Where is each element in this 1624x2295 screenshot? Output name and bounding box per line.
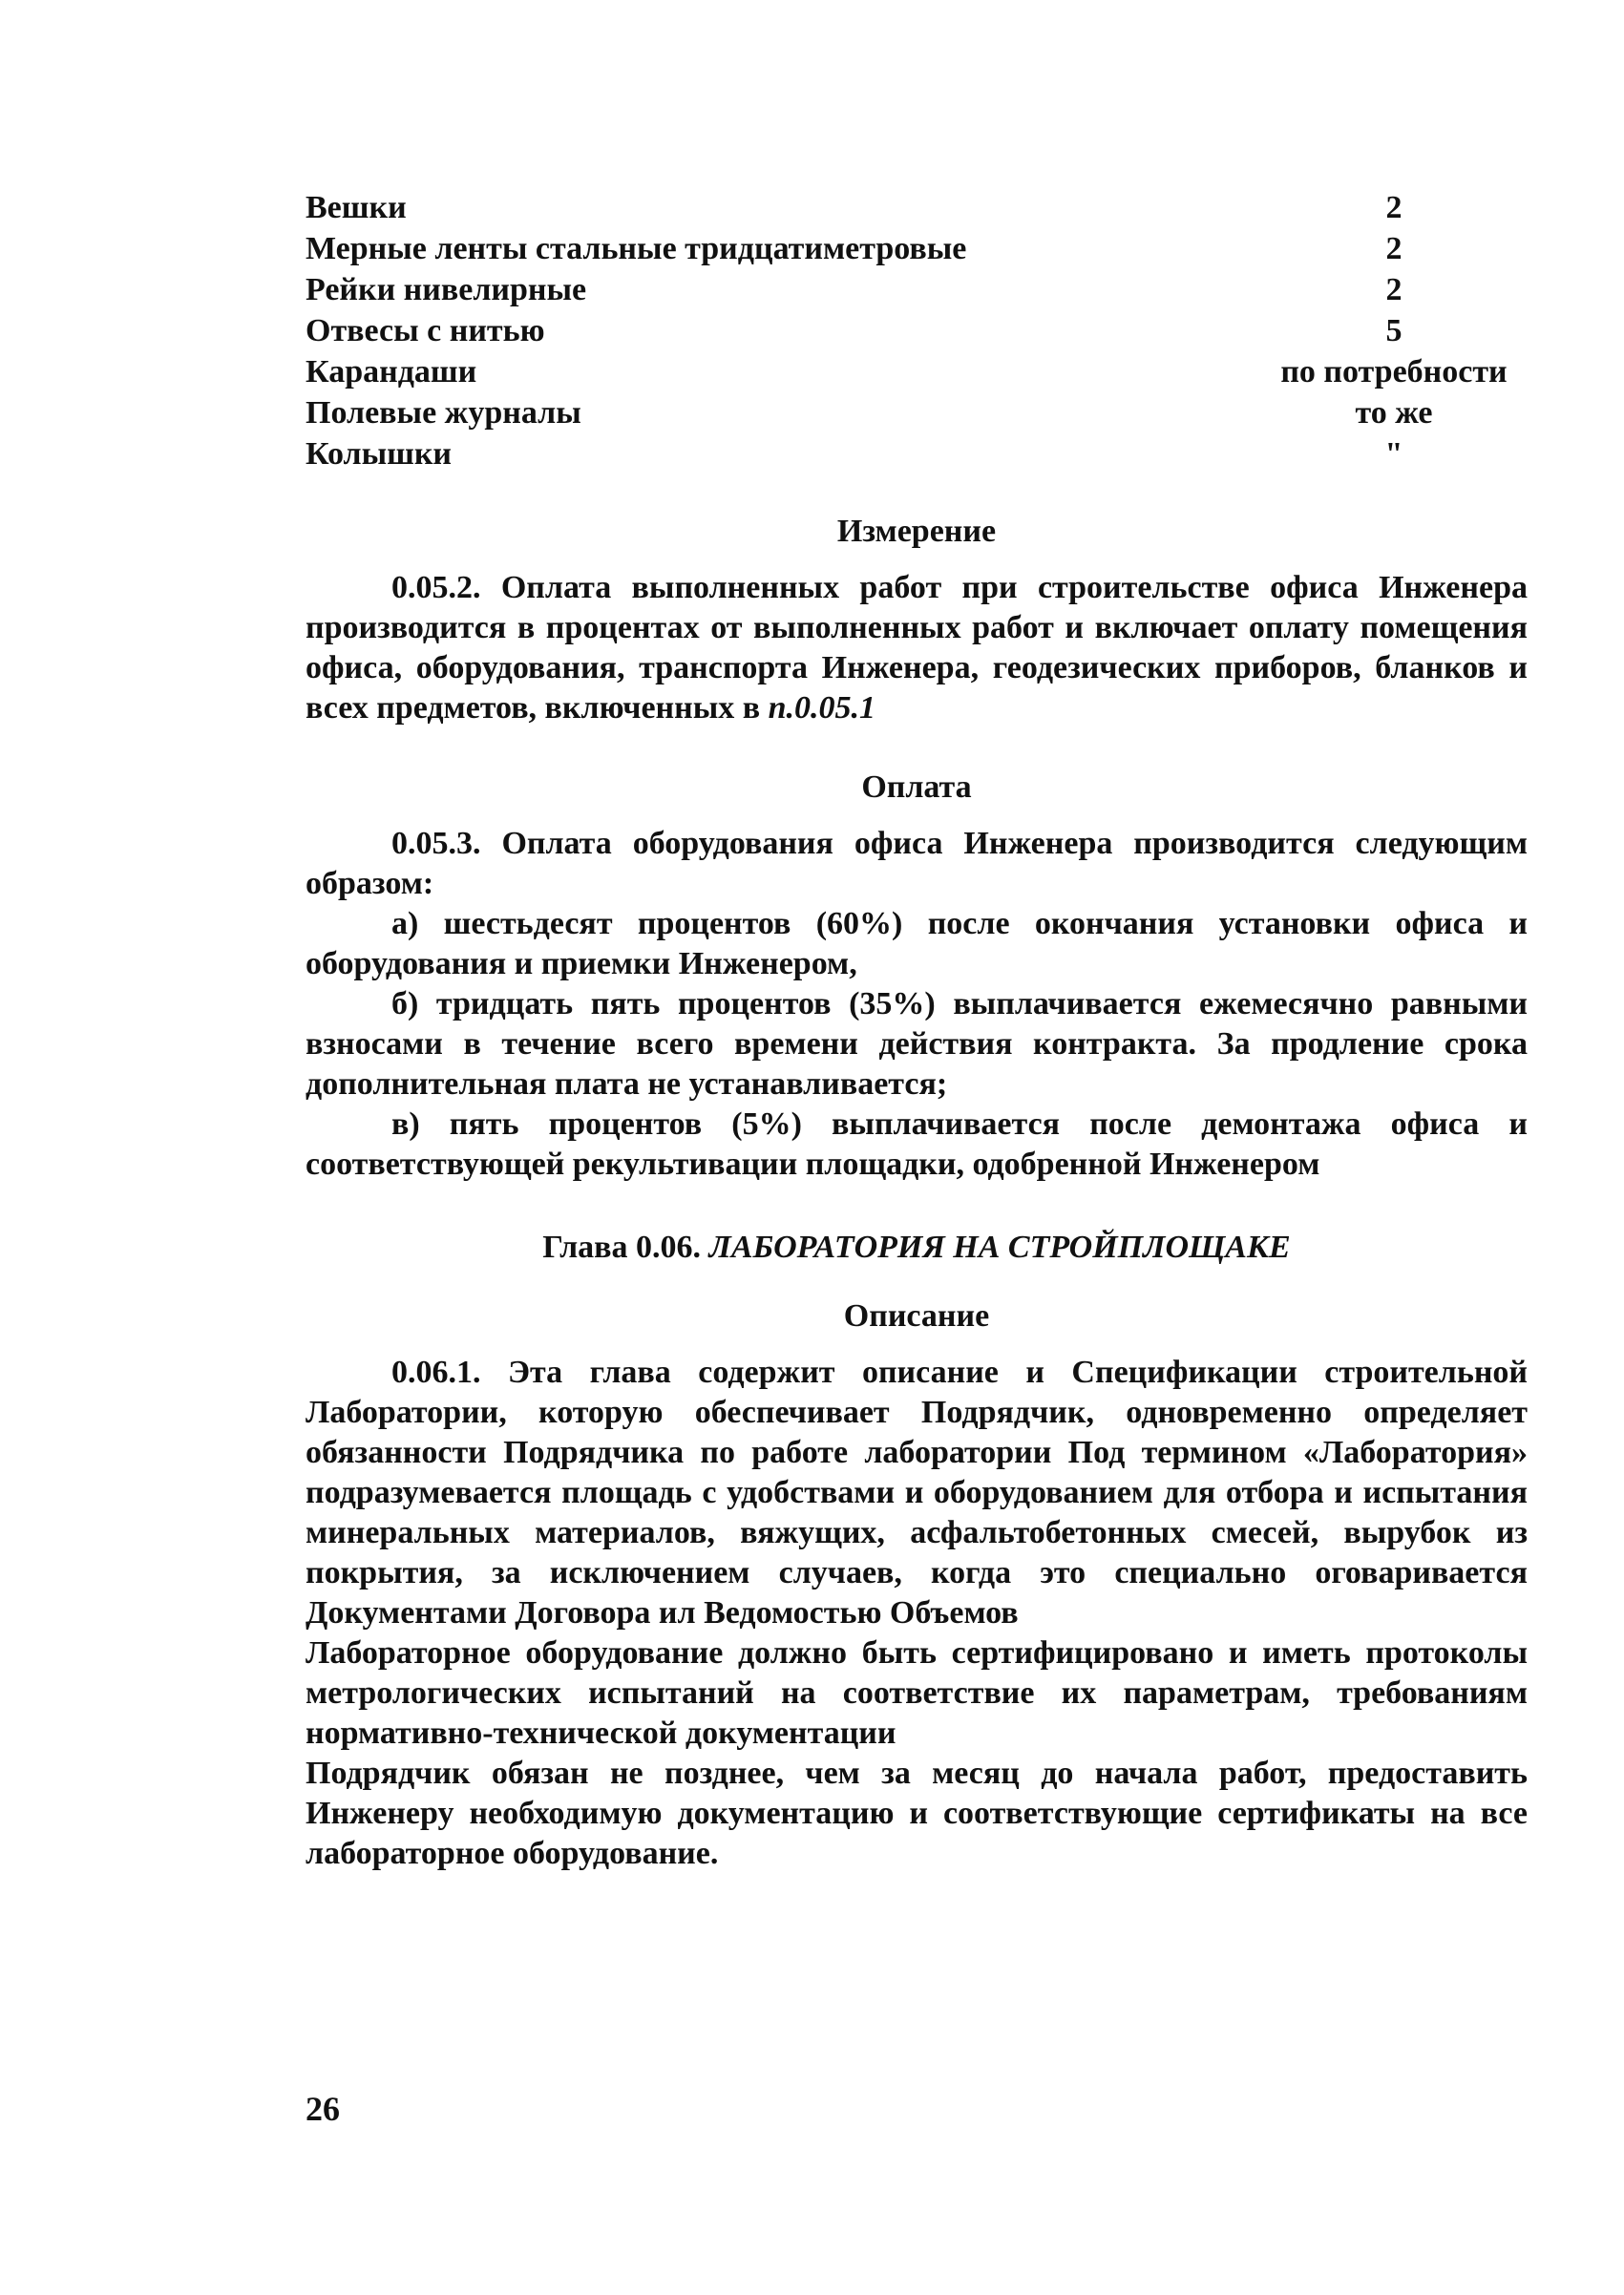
chapter-title: ЛАБОРАТОРИЯ НА СТРОЙПЛОЩАКЕ [708,1230,1291,1265]
chapter-prefix: Глава 0.06. [542,1230,709,1265]
equipment-qty: 2 [1385,272,1403,307]
equipment-list [306,187,1547,474]
item-number: 0.06.1. [391,1355,481,1390]
equipment-row [306,310,1528,351]
item-number: 0.05.3. [391,826,481,861]
chapter-heading [306,1227,1528,1269]
equipment-qty: 2 [1385,190,1403,225]
heading-description: Описание [843,1298,990,1334]
paragraph-lab-certification: Лабораторное оборудование должно быть сертифицировано и иметь протоколы метрологических испытаний на соответствие их параметрам, требованиям нормативно-технической документации [306,1635,1528,1751]
equipment-name: Мерные ленты стальные тридцатиметровые [306,231,967,266]
equipment-row [306,433,1528,474]
document-page [306,187,1547,1874]
payment-item-text: б) тридцать пять процентов (35%) выплачивается ежемесячно равными взносами в течение всего времени действия контракта. За продление срока дополнительная плата не устанавливается; [306,986,1528,1102]
payment-item-c [306,1105,1528,1185]
payment-item-text: в) пять процентов (5%) выплачивается после демонтажа офиса и соответствующей рекультивации площадки, одобренной Инженером [306,1106,1528,1182]
paragraph-0-05-3 [306,824,1528,904]
equipment-name: Колышки [306,436,453,472]
cross-reference: п.0.05.1 [768,690,876,726]
page-number: 26 [306,2090,340,2128]
equipment-name: Отвесы с нитью [306,313,545,348]
equipment-row [306,228,1528,269]
equipment-name: Карандаши [306,354,477,390]
payment-item-b [306,984,1528,1105]
equipment-name: Полевые журналы [306,395,581,431]
equipment-row [306,187,1528,228]
equipment-qty: по потребности [1280,354,1508,390]
item-number: 0.05.2. [391,570,481,605]
paragraph-text: Оплата оборудования офиса Инженера производится следующим образом: [306,826,1528,901]
paragraph-text: Эта глава содержит описание и Спецификации строительной Лаборатории, которую обеспечивает Подрядчик, одновременно определяет обязанности Подрядчика по работе лаборатории Под термином «Лаборатория» подразумевается площадь с удобствами и оборудованием для отбора и испытания минеральных материалов, вяжущих, асфальтобетонных смесей, вырубок из покрытия, за исключением случаев, когда это специально оговаривается Документами Договора ил Ведомостью Объемов [306,1355,1528,1631]
equipment-qty: " [1384,436,1403,472]
heading-measurement: Измерение [836,514,997,549]
paragraph-text: Оплата выполненных работ при строительстве офиса Инженера производится в процентах от выполненных работ и включает оплату помещения офиса, оборудования, транспорта Инженера, геодезических приборов, бланков и всех предметов, включенных в [306,570,1528,726]
equipment-qty: то же [1355,395,1433,431]
equipment-qty: 2 [1385,231,1403,266]
equipment-qty: 5 [1385,313,1403,348]
paragraph-0-06-1 [306,1353,1528,1633]
equipment-name: Вешки [306,190,407,225]
paragraph-contractor-documentation: Подрядчик обязан не позднее, чем за месяц до начала работ, предоставить Инженеру необходимую документацию и соответствующие сертификаты на все лабораторное оборудование. [306,1756,1528,1871]
paragraph-0-05-2 [306,568,1528,728]
equipment-row [306,351,1528,392]
payment-item-text: а) шестьдесят процентов (60%) после окончания установки офиса и оборудования и приемки Инженером, [306,906,1528,981]
equipment-name: Рейки нивелирные [306,272,587,307]
payment-item-a [306,904,1528,984]
equipment-row [306,392,1528,433]
heading-payment: Оплата [861,769,972,805]
equipment-row [306,269,1528,310]
